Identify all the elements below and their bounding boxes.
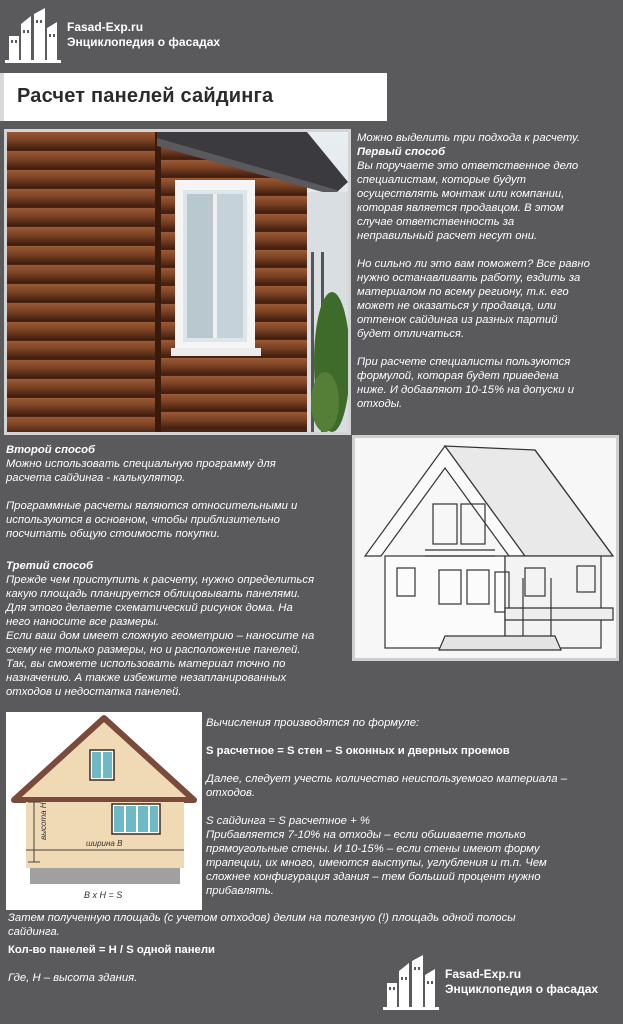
logo-icon (5, 6, 61, 64)
intro-line: При расчете специалисты пользуются (357, 356, 571, 368)
note-line: прямоугольные стены. И 10-15% – если стены имеют форму (206, 843, 540, 855)
intro-line: формулой, которая будет приведена (357, 370, 559, 382)
second-method (6, 443, 351, 541)
second-method-heading: Второй способ (6, 444, 96, 456)
note-line: сложнее конфигурация здания – тем больший процент нужно (206, 871, 541, 883)
area-formula-label: B x H = S (84, 890, 123, 900)
intro-line: Вы поручаете это ответственное дело (357, 160, 579, 172)
third-line: назначению. А также избежите незапланированных (6, 672, 287, 684)
second-line: расчета сайдинга - калькулятор. (6, 472, 186, 484)
page-title: Расчет панелей сайдинга (17, 85, 274, 107)
where-note: Где, Н – высота здания. (8, 972, 138, 984)
intro-line: будет отличаться. (357, 328, 465, 340)
intro-line: отходы. (357, 398, 403, 410)
siding-photo (4, 129, 351, 435)
height-label: высота H (39, 802, 48, 840)
note-line: трапеции, их много, имеются выступы, углубления и т.п. Чем (206, 857, 547, 869)
second-line: Можно использовать специальную программу для (6, 458, 276, 470)
intro-line: которая является продавцом. В этом (357, 202, 564, 214)
intro-line: ниже. И добавляют 10-15% на допуски и (357, 384, 574, 396)
siding-formula: S сайдинга = S расчетное + % (206, 815, 370, 827)
second-line: используются в основном, чтобы приблизительно (6, 514, 280, 526)
third-line: отходов и недостатка панелей. (6, 686, 182, 698)
formula-intro: Вычисления производятся по формуле: (206, 717, 420, 729)
brand-tagline: Энциклопедия о фасадах (67, 35, 221, 49)
third-line: Если ваш дом имеет сложную геометрию – наносите на (6, 630, 315, 642)
third-line: Прежде чем приступить к расчету, нужно определиться (6, 574, 315, 586)
intro-line: может не оказаться у продавца, или (357, 300, 557, 312)
intro-line: случае ответственность за (357, 216, 515, 228)
intro-line: нужно останавливать работу, ездить за (357, 272, 581, 284)
intro-line: Но сильно ли это вам поможет? Все равно (357, 258, 590, 270)
intro-line: оттенок сайдинга из разных партий (357, 314, 558, 326)
note-line: прибавлять. (206, 885, 274, 897)
intro-line: осуществлять монтаж или компании, (357, 188, 565, 200)
panels-formula: Кол-во панелей = Н / S одной панели (8, 944, 215, 956)
logo-icon (383, 953, 439, 1011)
formula-main: S расчетное = S стен – S оконных и дверных проемов (206, 745, 510, 757)
house-sketch (352, 435, 619, 661)
area-line: Затем полученную площадь (с учетом отходов) делим на полезную (!) площадь одной полосы (8, 912, 516, 924)
second-line: посчитать общую стоимость покупки. (6, 528, 220, 540)
third-line: него наносите все размеры. (6, 616, 160, 628)
third-line: Для этого делаете схематический рисунок дома. На (6, 602, 293, 614)
intro-line: специалистам, которые будут (357, 174, 527, 186)
first-method-heading: Первый способ (357, 146, 446, 158)
third-line: Так, вы сможете использовать материал точно по (6, 658, 286, 670)
formula-section (206, 716, 620, 898)
brand-tagline: Энциклопедия о фасадах (445, 982, 599, 996)
house-scheme-diagram (6, 712, 202, 910)
second-line: Программные расчеты являются относительными и (6, 500, 298, 512)
intro-text (357, 131, 619, 411)
third-method (6, 559, 351, 699)
width-label: ширина B (86, 839, 123, 848)
brand-footer (383, 953, 598, 1011)
brand-site: Fasad-Exp.ru (445, 967, 522, 981)
brand-site: Fasad-Exp.ru (67, 20, 144, 34)
intro-line: неправильный расчет несут они. (357, 230, 538, 242)
note-line: Прибавляется 7-10% на отходы – если обшиваете только (206, 829, 526, 841)
intro-line: материалом по всему региону, т.к. его (357, 286, 569, 298)
third-line: схему не только размеры, но и расположение панелей. (6, 644, 301, 656)
title-bar (0, 73, 387, 121)
intro-lead: Можно выделить три подхода к расчету. (357, 132, 581, 144)
brand-header (5, 6, 220, 64)
third-method-heading: Третий способ (6, 560, 94, 572)
waste-line: отходов. (206, 787, 256, 799)
area-line: сайдинга. (8, 926, 60, 938)
third-line: какую площадь планируется облицовывать панелями. (6, 588, 301, 600)
waste-line: Далее, следует учесть количество неиспользуемого материала – (206, 773, 567, 785)
